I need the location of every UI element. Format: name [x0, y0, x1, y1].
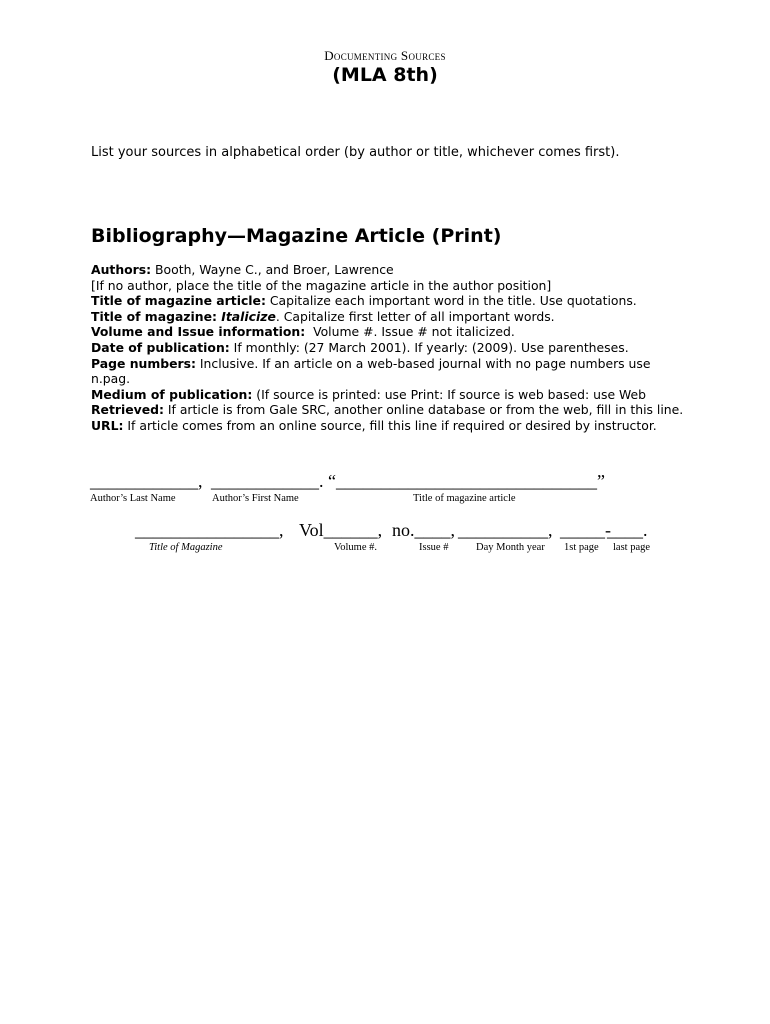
field-label: URL: [91, 417, 124, 433]
field-authors [91, 262, 691, 278]
field-magazine-title [91, 309, 691, 325]
field-value: Volume #. Issue # not italicized. [305, 324, 515, 340]
magazine-title-blank[interactable]: ________________, [135, 520, 284, 540]
field-italic-word: Italicize [221, 308, 276, 324]
field-date [91, 340, 691, 356]
field-value: If monthly: (27 March 2001). If yearly: (2009). Use parentheses. [229, 339, 629, 355]
field-label: Title of magazine article: [91, 293, 266, 309]
field-label: Authors: [91, 262, 152, 277]
issue-label: Issue # [419, 542, 449, 553]
field-no-author-note: [If no author, place the title of the magazine article in the author position] [91, 277, 552, 293]
instruction-text: List your sources in alphabetical order (by author or title, whichever comes first). [91, 145, 620, 160]
field-label: Retrieved: [91, 402, 164, 418]
field-value: Inclusive. If an article on a web-based journal with no page numbers use n.pag. [91, 355, 651, 387]
field-value: If article is from Gale SRC, another online database or from the web, fill in this line. [163, 402, 684, 418]
author-last-name-label: Author’s Last Name [90, 493, 176, 504]
field-value: Booth, Wayne C., and Broer, Lawrence [151, 262, 394, 277]
section-heading: Bibliography—Magazine Article (Print) [91, 225, 502, 247]
volume-label: Volume #. [334, 542, 377, 553]
field-article-title [91, 293, 691, 309]
first-page-label: 1st page [564, 542, 599, 553]
article-title-blank[interactable]: “_____________________________” [328, 471, 605, 491]
field-value: Capitalize each important word in the title. Use quotations. [265, 293, 637, 309]
field-label: Medium of publication: [91, 386, 253, 402]
first-page-blank[interactable]: _____- [560, 520, 611, 540]
field-label: Page numbers: [91, 355, 196, 371]
field-medium [91, 387, 691, 403]
field-value: If article comes from an online source, fill this line if required or desired by instructor. [123, 417, 657, 433]
field-label: Title of magazine: [91, 308, 222, 324]
author-first-name-blank[interactable]: ____________. [211, 471, 324, 491]
magazine-title-label: Title of Magazine [149, 542, 223, 553]
field-pages [91, 356, 691, 387]
date-label: Day Month year [476, 542, 545, 553]
author-last-name-blank[interactable]: ____________, [90, 471, 203, 491]
last-page-blank[interactable]: ____. [607, 520, 648, 540]
field-url [91, 418, 691, 434]
last-page-label: last page [613, 542, 651, 553]
field-label: Volume and Issue information: [91, 324, 306, 340]
issue-blank[interactable]: no.____, [392, 520, 455, 540]
volume-blank[interactable]: Vol______, [299, 520, 383, 540]
field-value: . Capitalize first letter of all important words. [275, 308, 555, 324]
field-value: (If source is printed: use Print: If source is web based: use Web [252, 386, 647, 402]
document-subtitle: (MLA 8th) [332, 64, 438, 86]
document-title: Documenting Sources [324, 48, 446, 63]
author-first-name-label: Author’s First Name [212, 493, 299, 504]
field-label: Date of publication: [91, 339, 230, 355]
article-title-label: Title of magazine article [413, 493, 516, 504]
date-blank[interactable]: __________, [458, 520, 553, 540]
field-volume-issue [91, 324, 691, 340]
field-descriptions [91, 262, 691, 434]
field-retrieved [91, 402, 691, 418]
